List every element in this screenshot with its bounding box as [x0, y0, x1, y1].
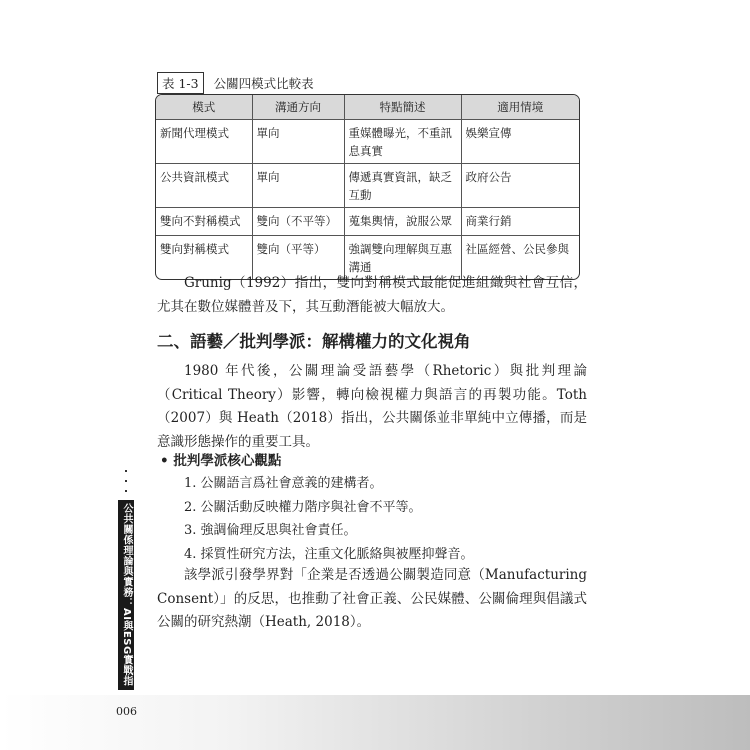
comparison-table: [155, 94, 580, 280]
table-cell: 社區經營、公民參與: [461, 236, 579, 280]
table-cell: 雙向（平等）: [252, 236, 344, 280]
table-cell: 新聞代理模式: [160, 126, 229, 140]
running-title-tab: 公共關係理論與實務：AI與ESG實戰指南: [118, 500, 134, 690]
spine-dot: [125, 490, 127, 492]
paragraph-consent: 該學派引發學界對「企業是否透過公關製造同意（Manufacturing Consent）」的反思，也推動了社會正義、公民媒體、公關倫理與倡議式公關的研究熱潮（Heath, 2018）。: [157, 567, 587, 630]
table-caption: [157, 72, 314, 94]
list-item: 4. 採質性研究方法，注重文化脈絡與被壓抑聲音。: [184, 546, 474, 562]
table-cell: 雙向不對稱模式: [156, 208, 252, 236]
table-title: 公關四模式比較表: [213, 76, 314, 91]
table-row: [156, 164, 579, 208]
table-cell: 雙向對稱模式: [156, 236, 252, 280]
list-item: 3. 強調倫理反思與社會責任。: [184, 523, 357, 538]
list-item: 1. 公關語言爲社會意義的建構者。: [184, 476, 383, 491]
list-item: 2. 公關活動反映權力階序與社會不平等。: [184, 499, 422, 515]
table-cell: 公共資訊模式: [156, 164, 252, 208]
spine-dot: [125, 470, 127, 472]
section-heading: 二、語藝／批判學派：解構權力的文化視角: [157, 332, 471, 351]
table-header: 溝通方向: [252, 95, 344, 120]
table-header: 特點簡述: [344, 95, 461, 120]
table-row: [156, 120, 579, 164]
paragraph-rhetoric: 1980 年代後，公關理論受語藝學（Rhetoric）與批判理論（Critical Theory）影響，轉向檢視權力與語言的再製功能。Toth（2007）與 Heath（2018）指出，公共關係並非單純中立傳播，而是意識形態操作的重要工具。: [157, 363, 587, 450]
table-cell: 重媒體曝光，不重訊息真實: [344, 120, 461, 164]
table-header: 適用情境: [461, 95, 579, 120]
core-points-list: [184, 472, 474, 566]
table-cell: 單向: [252, 164, 344, 208]
table-header-row: [156, 95, 579, 120]
table-cell: 政府公告: [461, 164, 579, 208]
page-bottom-shadow: [0, 695, 750, 750]
table-row: [156, 208, 579, 236]
bullet-heading: • 批判學派核心觀點: [160, 453, 282, 469]
table-cell: 雙向（不平等）: [252, 208, 344, 236]
table-cell: 娛樂宣傳: [461, 120, 579, 164]
spine-dot: [125, 480, 127, 482]
table-cell: 強調雙向理解與互惠溝通: [344, 236, 461, 280]
table-cell: 傳遞真實資訊，缺乏互動: [344, 164, 461, 208]
table-cell: 商業行銷: [461, 208, 579, 236]
table-header: 模式: [156, 95, 252, 120]
table-cell: 蒐集輿情，說服公眾: [344, 208, 461, 236]
paragraph-grunig: Grunig（1992）指出，雙向對稱模式最能促進組織與社會互信，尤其在數位媒體普及下，其互動潛能被大幅放大。: [157, 275, 587, 315]
table-label: 表 1-3: [157, 72, 204, 94]
page-number: 006: [116, 705, 137, 718]
table-cell: 單向: [252, 120, 344, 164]
